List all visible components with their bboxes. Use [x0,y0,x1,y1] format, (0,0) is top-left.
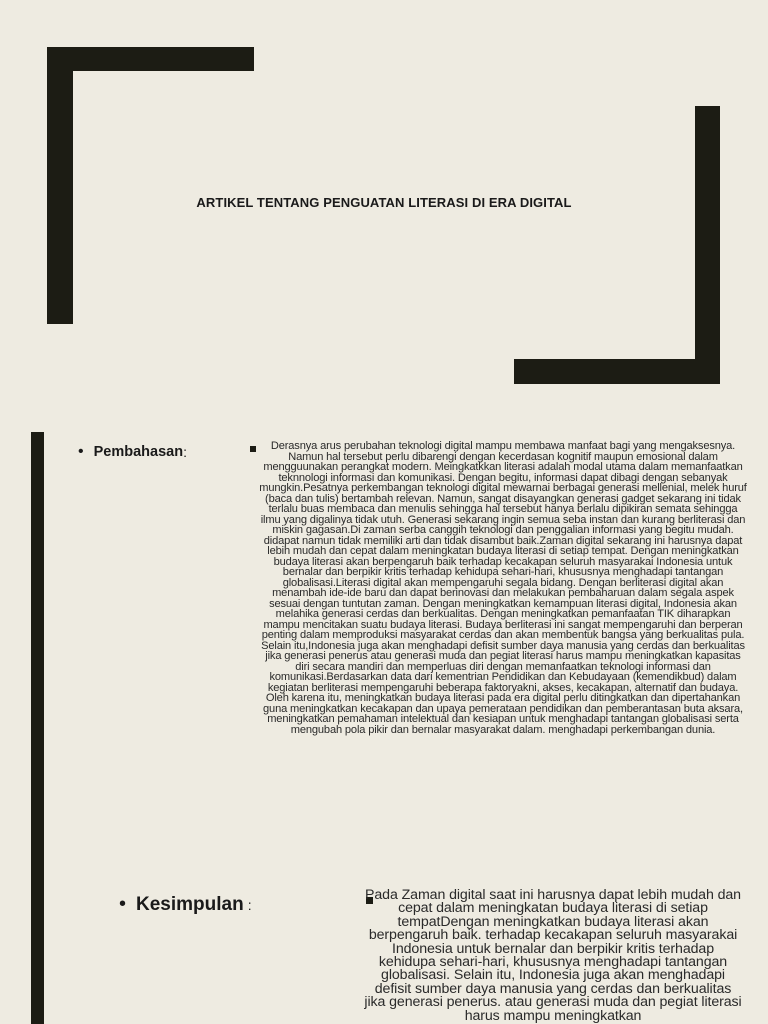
section-heading-kesimpulan [119,893,252,916]
frame-top-left-horizontal [47,47,254,71]
section-body-kesimpulan: Pada Zaman digital saat ini harusnya dapat lebih mudah dan cepat dalam meningkatan budaya literasi di setiap tempatDengan meningkatkan budaya literasi akan berpengaruh baik. terhadap kecakapan seluruh masyarakai Indonesia untuk bernalar dan berpikir kritis terhadap kehidupa sehari-hari, khususnya menghadapi tantangan globalisasi. Selain itu, Indonesia juga akan menghadapi defisit sumber daya manusia yang cerdas dan berkualitas jika generasi penerus. atau generasi muda dan pegiat literasi harus mampu meningkatkan [364,887,742,1024]
frame-bottom-right-vertical [695,106,720,384]
section-body-pembahasan: Derasnya arus perubahan teknologi digital mampu membawa manfaat bagi yang mengaksesnya. Namun hal tersebut perlu dibarengi dengan kecerdasan kognitif maupun emosional dalam mengguunakan perangkat modern. Meingkatkkan literasi adalah modal utama dalam memanfaatkan teknnologi informasi dan komunikasi. Dengan begitu, informasi dapat dibagi dengan sebanyak mungkin.Pesatnya perkembangan teknologi digital mewarnai berbagai generasi mellenial, melek huruf (baca dan tulis) bertambah relevan. Namun, sangat disayangkan generasi gadget sekarang ini tidak terlalu buas membaca dan menulis sehingga hal tersebut hanya berlalu dipikiran semata sehingga ilmu yang digalinya tidak utuh. Generasi sekarang ingin semua seba instan dan kurang berliterasi dan miskin gagasan.Di zaman serba canggih teknologi dan penggalian informasi yang begitu mudah. didapat namun tidak memiliki arti dan tidak disambut baik.Zaman digital sekarang ini harusnya dapat lebih mudah dan cepat dalam meningkatan budaya literasi di setiap tempat. Dengan meningkatkan budaya literasi akan berpengaruh baik terhadap kecakapan seluruh masyarakai Indonesia untuk bernalar dan berpikir kritis terhadap kehidupa sehari-hari, khususnya menghadapi tantangan globalisasi.Literasi digital akan mempengaruhi segala bidang. Dengan berliterasi digital akan menambah ide-ide baru dan dapat berinovasi dan melakukan pembaharuan dalam segala aspek sesuai dengan tuntutan zaman. Dengan meningkatkan kemampuan literasi digital, Indonesia akan melahika generasi cerdas dan berkualitas. Dengan meningkatkan pemanfaatan TIK diharapkan mampu mencitakan suatu budaya literasi. Budaya berliterasi ini sangat mempengaruhi dan berperan penting dalam memproduksi masyarakat cerdas dan akan membentuk bangsa yang berkualitas pula. Selain itu,Indonesia juga akan menghadapi defisit sumber daya manusia yang cerdas dan berkualitas jika generasi penerus atau generasi muda dan pegiat literasi harus mampu meningkatkan kapasitas diri secara mandiri dan memperluas diri dengan memanfaatkan teknologi informasi dan komunikasi.Berdasarkan data dari kementrian Pendidikan dan Kebudayaan (kemendikbud) dalam kegiatan berliterasi mempengaruhi beberapa faktoryakni, akses, kecakapan, alternatif dan budaya. Oleh karena itu, meningkatkan budaya literasi pada era digital perlu ditingkatkan dan dipertahankan guna meningkatkan kecakapan dan upaya pemerataan pendidikan dan pemberantasan buta aksara, meningkatkan pemahaman intelektual dan kesiapan untuk menghadapi tantangan globalisasi serta mengubah pola pikir dan bernalar masyarakat dalam. menghadapi perkembangan dunia. [259,440,747,736]
section-heading-label: Pembahasan [93,444,184,460]
slide-title: ARTIKEL TENTANG PENGUATAN LITERASI DI ERA DIGITAL [196,195,572,210]
section-heading-colon: : [247,896,252,913]
section-heading-label: Kesimpulan [136,893,244,915]
frame-top-left-vertical [47,47,73,324]
section-heading-colon: : [183,444,187,460]
left-vertical-rule [31,432,44,1024]
section-heading-pembahasan [78,443,187,461]
bullet-dot-icon: • [119,893,127,915]
bullet-dot-icon: • [78,443,84,460]
frame-bottom-right-horizontal [514,359,720,384]
square-bullet-icon [250,446,256,452]
